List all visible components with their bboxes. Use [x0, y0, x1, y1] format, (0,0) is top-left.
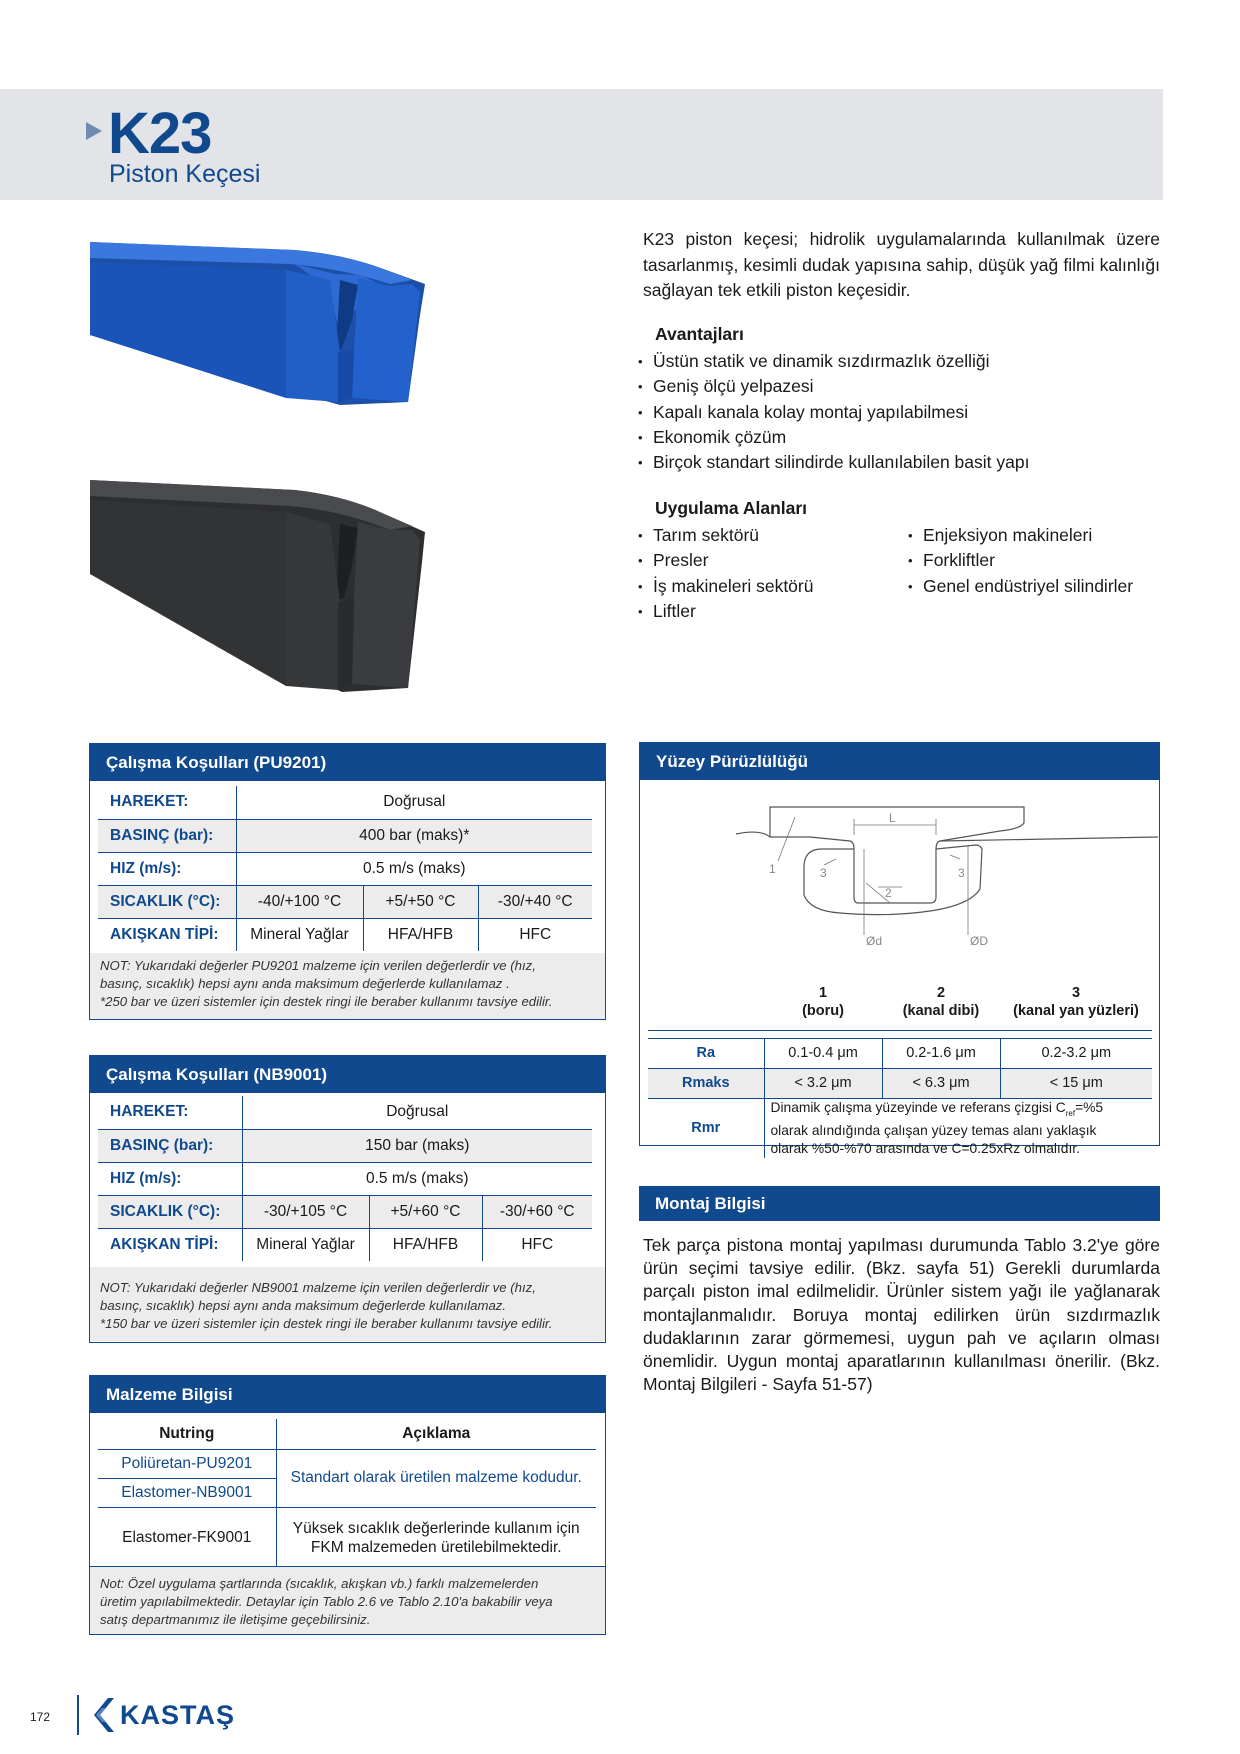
roughness-col-1: 1 (boru)	[802, 984, 844, 1019]
mounting-text: Tek parça pistona montaj yapılması durumunda Tablo 3.2'ye göre ürün seçimi tavsiye edilir. (Bkz. sayfa 51) Gerekli durumlarda parçalı piston imal edilmelidir. Ürünler sistem yağı ile yağlanarak montajlanmalıdır. Boruya montaj edilirken ürün sızdırmazlık dudaklarının zarar görmemesi, uygun pah ve açıların olması önemlidir. Uygun montaj aparatlarının kullanılması önerilir. (Bkz. Montaj Bilgileri - Sayfa 51-57)	[643, 1235, 1160, 1395]
material-nb9001: Elastomer-NB9001	[98, 1478, 276, 1507]
temperature-value: -30/+105 °C	[242, 1195, 369, 1228]
advantages-title: Avantajları	[655, 324, 744, 344]
roughness-table	[648, 978, 1152, 1158]
roughness-box	[639, 742, 1160, 1157]
list-item: • Tarım sektörü	[638, 523, 813, 548]
material-col-description: Açıklama	[276, 1419, 596, 1449]
motion-value: Doğrusal	[236, 786, 592, 819]
material-standard-description: Standart olarak üretilen malzeme kodudur.	[276, 1449, 596, 1507]
fluid-label: AKIŞKAN TİPİ:	[98, 918, 236, 951]
list-item: • Presler	[638, 548, 813, 573]
blue-seal-image	[90, 240, 430, 410]
material-col-nutring: Nutring	[98, 1419, 276, 1449]
material-note: Not: Özel uygulama şartlarında (sıcaklık, akışkan vb.) farklı malzemelerden üretim yapılabilmektedir. Detaylar için Tablo 2.6 ve Tablo 2.10'a bakabilir veya satış departmanımız ile iletişime geçebilirsiniz.	[90, 1566, 605, 1634]
pu-conditions-title: Çalışma Koşulları (PU9201)	[90, 744, 605, 781]
list-item: • Genel endüstriyel silindirler	[908, 574, 1133, 599]
speed-label: HIZ (m/s):	[98, 852, 236, 885]
brand-name: KASTAŞ	[120, 1700, 236, 1730]
groove-diagram	[640, 779, 1158, 959]
temperature-value: -40/+100 °C	[236, 885, 363, 918]
speed-value: 0.5 m/s (maks)	[236, 852, 592, 885]
material-fk9001: Elastomer-FK9001	[98, 1507, 276, 1569]
page-number: 172	[30, 1710, 51, 1724]
footer-divider	[77, 1695, 79, 1735]
ra-label: Ra	[648, 1038, 764, 1068]
list-item: • Üstün statik ve dinamik sızdırmazlık özelliği	[638, 349, 1029, 374]
diagram-label-outer: ØD	[970, 934, 988, 948]
material-box	[89, 1375, 606, 1635]
rmax-label: Rmaks	[648, 1068, 764, 1098]
pu-conditions-note: NOT: Yukarıdaki değerler PU9201 malzeme için verilen değerlerdir ve (hız, basınç, sıcaklık) hepsi aynı anda maksimum değerlerde kullanılamaz . *250 bar ve üzeri sistemler için destek ringi ile beraber kullanımı tavsiye edilir.	[90, 953, 605, 1019]
advantages-list	[638, 349, 1029, 475]
fluid-label: AKIŞKAN TİPİ:	[98, 1228, 242, 1261]
roughness-col-2: 2 (kanal dibi)	[902, 984, 980, 1019]
product-code: K23	[108, 101, 212, 166]
speed-value: 0.5 m/s (maks)	[242, 1162, 592, 1195]
diagram-label-3-right: 3	[958, 866, 965, 880]
temperature-value: +5/+60 °C	[369, 1195, 482, 1228]
nb-conditions-table	[98, 1096, 592, 1261]
list-item: • Forkliftler	[908, 548, 1133, 573]
temperature-value: +5/+50 °C	[363, 885, 478, 918]
diagram-label-bore: Ød	[866, 934, 883, 948]
temperature-label: SICAKLIK (°C):	[98, 885, 236, 918]
triangle-arrow-icon	[86, 122, 102, 140]
rmax-value: < 6.3 μm	[882, 1068, 1000, 1098]
pressure-value: 150 bar (maks)	[242, 1129, 592, 1162]
temperature-value: -30/+40 °C	[478, 885, 592, 918]
roughness-col-3: 3 (kanal yan yüzleri)	[1013, 984, 1139, 1019]
pressure-value: 400 bar (maks)*	[236, 819, 592, 852]
pu-conditions-table	[98, 786, 592, 951]
diagram-label-2: 2	[885, 886, 892, 900]
list-item: • Enjeksiyon makineleri	[908, 523, 1133, 548]
diagram-label-1: 1	[769, 862, 776, 876]
fluid-value: HFC	[519, 925, 552, 943]
applications-title: Uygulama Alanları	[655, 498, 808, 518]
list-item: • Kapalı kanala kolay montaj yapılabilmesi	[638, 400, 1029, 425]
pu-conditions-box	[89, 743, 606, 1020]
list-item: • Ekonomik çözüm	[638, 425, 1029, 450]
ra-value: 0.2-3.2 μm	[1000, 1038, 1152, 1068]
fluid-value: HFC	[521, 1235, 554, 1253]
material-pu9201: Poliüretan-PU9201	[98, 1449, 276, 1478]
fluid-value: Mineral Yağlar	[242, 1228, 369, 1261]
rmax-value: < 15 μm	[1000, 1068, 1152, 1098]
rmax-value: < 3.2 μm	[764, 1068, 882, 1098]
pressure-label: BASINÇ (bar):	[98, 819, 236, 852]
fluid-value: HFA/HFB	[369, 1228, 482, 1261]
applications-list-left	[638, 523, 813, 624]
kastas-logo-icon	[92, 1698, 116, 1732]
list-item: • Birçok standart silindirde kullanılabilen basit yapı	[638, 450, 1029, 475]
material-title: Malzeme Bilgisi	[90, 1376, 605, 1413]
rmr-description: Dinamik çalışma yüzeyinde ve referans çizgisi $C_{ref}=\%5$ olarak alındığında çalışan yüzey temas alanı yaklaşık olarak %50-%70 arasında ve C=0.25xRz olmalıdır.	[764, 1098, 1152, 1158]
product-name: Piston Keçesi	[109, 160, 261, 188]
material-table	[98, 1419, 596, 1569]
motion-value: Doğrusal	[242, 1096, 592, 1129]
ra-value: 0.2-1.6 μm	[882, 1038, 1000, 1068]
black-seal-image	[90, 480, 430, 695]
nb-conditions-note: NOT: Yukarıdaki değerler NB9001 malzeme için verilen değerlerdir ve (hız, basınç, sıcaklık) hepsi aynı anda maksimum değerlerde kullanılamaz. *150 bar ve üzeri sistemler için destek ringi ile beraber kullanımı tavsiye edilir.	[90, 1267, 605, 1341]
nb-conditions-title: Çalışma Koşulları (NB9001)	[90, 1056, 605, 1093]
motion-label: HAREKET:	[98, 786, 236, 819]
temperature-value: -30/+60 °C	[482, 1195, 592, 1228]
list-item: • Liftler	[638, 599, 813, 624]
material-fk9001-description: Yüksek sıcaklık değerlerinde kullanım için FKM malzemeden üretilebilmektedir.	[292, 1520, 580, 1557]
pressure-label: BASINÇ (bar):	[98, 1129, 242, 1162]
nb-conditions-box	[89, 1055, 606, 1343]
motion-label: HAREKET:	[98, 1096, 242, 1129]
diagram-label-l: L	[889, 811, 896, 825]
mounting-title: Montaj Bilgisi	[639, 1186, 1160, 1221]
temperature-label: SICAKLIK (°C):	[98, 1195, 242, 1228]
speed-label: HIZ (m/s):	[98, 1162, 242, 1195]
list-item: • Geniş ölçü yelpazesi	[638, 374, 1029, 399]
intro-text: K23 piston keçesi; hidrolik uygulamalarında kullanılmak üzere tasarlanmış, kesimli dudak yapısına sahip, düşük yağ filmi kalınlığı sağlayan tek etkili piston keçesidir.	[643, 229, 1160, 300]
ra-value: 0.1-0.4 μm	[764, 1038, 882, 1068]
applications-list-right	[908, 523, 1133, 599]
fluid-value: Mineral Yağlar	[236, 918, 363, 951]
rmr-label: Rmr	[691, 1120, 721, 1137]
diagram-label-3-left: 3	[820, 866, 827, 880]
fluid-value: HFA/HFB	[363, 918, 478, 951]
list-item: • İş makineleri sektörü	[638, 574, 813, 599]
roughness-title: Yüzey Pürüzlülüğü	[640, 743, 1159, 780]
